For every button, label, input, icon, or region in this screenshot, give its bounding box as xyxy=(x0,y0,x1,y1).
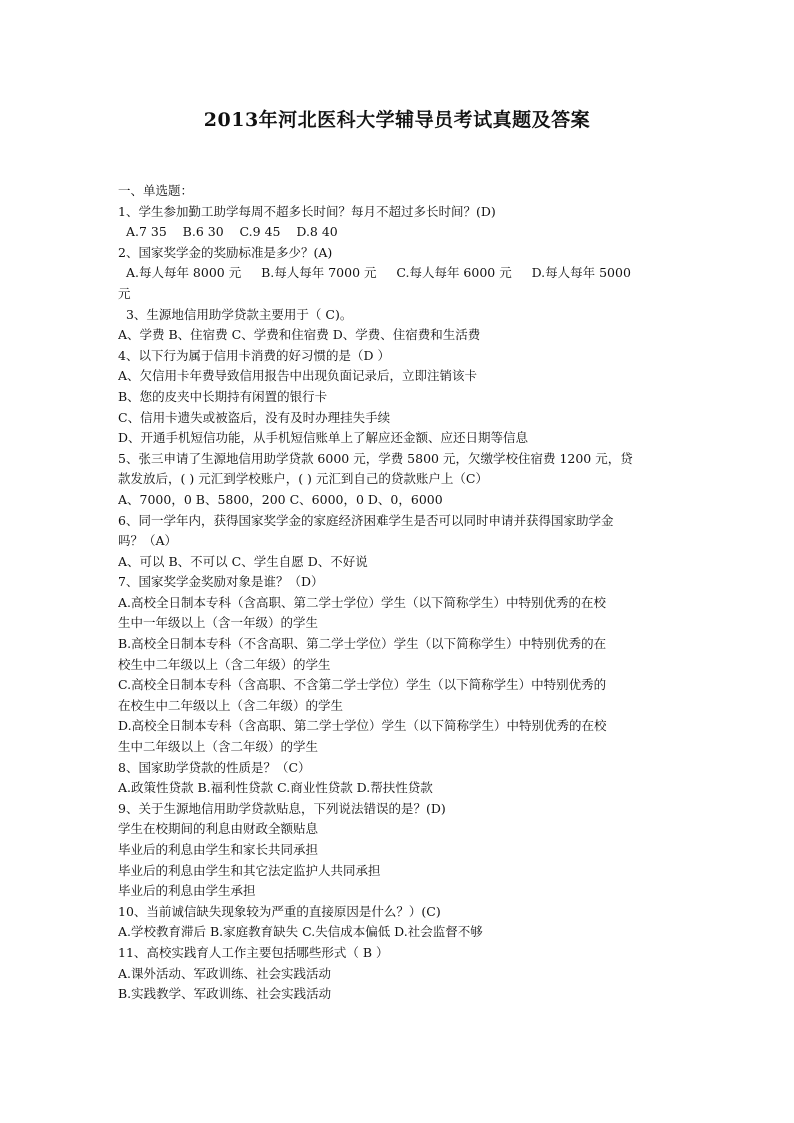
question-7-option-a-cont: 生中一年级以上（含一年级）的学生 xyxy=(118,615,319,631)
question-2-options-cont: 元 xyxy=(118,285,131,301)
question-5-options: A、7000，0 B、5800，200 C、6000，0 D、0，6000 xyxy=(118,491,443,507)
question-9: 9、关于生源地信用助学贷款贴息，下列说法错误的是？(D) xyxy=(118,800,446,816)
question-4-option-c: C、信用卡遗失或被盗后，没有及时办理挂失手续 xyxy=(118,409,391,425)
question-2: 2、国家奖学金的奖励标准是多少？(A) xyxy=(118,244,333,260)
question-9-option-1: 学生在校期间的利息由财政全额贴息 xyxy=(118,821,319,837)
question-9-option-4: 毕业后的利息由学生承担 xyxy=(118,883,256,899)
document-title: 2013年河北医科大学辅导员考试真题及答案 xyxy=(203,109,591,131)
question-3-options: A、学费 B、住宿费 C、学费和住宿费 D、学费、住宿费和生活费 xyxy=(118,327,481,343)
question-11: 11、高校实践育人工作主要包括哪些形式（ B ） xyxy=(118,944,389,960)
section-heading: 一、单选题： xyxy=(118,183,194,198)
question-7-option-d-cont: 生中二年级以上（含二年级）的学生 xyxy=(118,739,319,755)
question-7-option-c: C.高校全日制本专科（含高职、不含第二学士学位）学生（以下简称学生）中特别优秀的 xyxy=(118,677,607,693)
question-4-option-d: D、开通手机短信功能，从手机短信账单上了解应还金额、应还日期等信息 xyxy=(118,430,529,446)
question-5-cont: 款发放后，( ) 元汇到学校账户，( ) 元汇到自己的贷款账户上（C） xyxy=(118,471,488,487)
question-9-option-3: 毕业后的利息由学生和其它法定监护人共同承担 xyxy=(118,862,381,878)
question-10-options: A.学校教育滞后 B.家庭教育缺失 C.失信成本偏低 D.社会监督不够 xyxy=(118,924,483,940)
question-7-option-b: B.高校全日制本专科（不含高职、第二学士学位）学生（以下简称学生）中特别优秀的在 xyxy=(118,636,607,652)
question-2-options: A.每人每年 8000 元 B.每人每年 7000 元 C.每人每年 6000 元 D.每人每年 5000 xyxy=(118,265,631,281)
question-7: 7、国家奖学金奖励对象是谁？（D） xyxy=(118,574,324,590)
question-9-option-2: 毕业后的利息由学生和家长共同承担 xyxy=(118,842,319,857)
question-7-option-a: A.高校全日制本专科（含高职、第二学士学位）学生（以下简称学生）中特别优秀的在校 xyxy=(118,594,607,610)
question-10: 10、当前诚信缺失现象较为严重的直接原因是什么？）(C) xyxy=(118,903,441,919)
question-11-option-a: A.课外活动、军政训练、社会实践活动 xyxy=(118,965,332,981)
question-5: 5、张三申请了生源地信用助学贷款 6000 元，学费 5800 元，欠缴学校住宿费 1200 元，贷 xyxy=(118,450,633,466)
question-4-option-b: B、您的皮夹中长期持有闲置的银行卡 xyxy=(118,388,328,404)
question-4-option-a: A、欠信用卡年费导致信用报告中出现负面记录后，立即注销该卡 xyxy=(118,368,478,384)
question-1-options: A.7 35 B.6 30 C.9 45 D.8 40 xyxy=(118,224,338,240)
question-6: 6、同一学年内，获得国家奖学金的家庭经济困难学生是否可以同时申请并获得国家助学金 xyxy=(118,512,614,528)
question-7-option-d: D.高校全日制本专科（含高职、第二学士学位）学生（以下简称学生）中特别优秀的在校 xyxy=(118,718,607,734)
question-3: 3、生源地信用助学贷款主要用于（ C)。 xyxy=(118,306,353,322)
question-6-cont: 吗？（A） xyxy=(118,533,178,549)
question-8-options: A.政策性贷款 B.福利性贷款 C.商业性贷款 D.帮扶性贷款 xyxy=(118,780,433,796)
question-1: 1、学生参加勤工助学每周不超多长时间？每月不超过多长时间？(D) xyxy=(118,203,496,219)
question-7-option-c-cont: 在校生中二年级以上（含二年级）的学生 xyxy=(118,697,344,713)
question-11-option-b: B.实践教学、军政训练、社会实践活动 xyxy=(118,986,332,1002)
question-6-options: A、可以 B、不可以 C、学生自愿 D、不好说 xyxy=(118,553,368,569)
document-body xyxy=(118,181,678,1005)
question-4: 4、以下行为属于信用卡消费的好习惯的是（D ） xyxy=(118,347,390,363)
question-8: 8、国家助学贷款的性质是？（C） xyxy=(118,759,311,775)
question-7-option-b-cont: 校生中二年级以上（含二年级）的学生 xyxy=(118,656,331,672)
